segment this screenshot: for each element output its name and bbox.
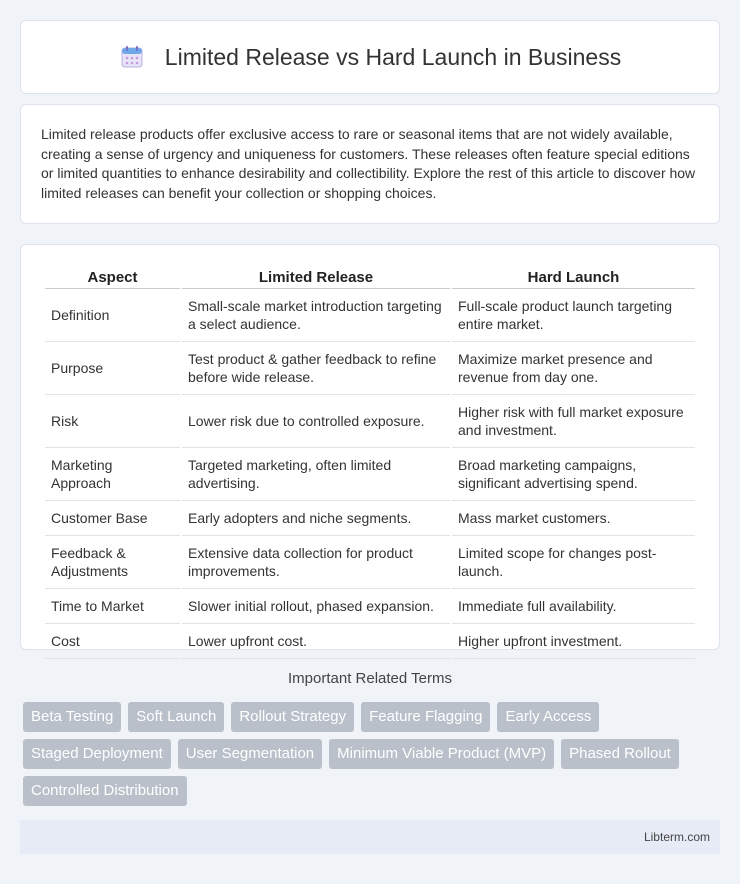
tag-phased-rollout[interactable]: Phased Rollout: [561, 739, 679, 769]
table-cell: Limited scope for changes post-launch.: [452, 536, 695, 589]
table-row: [45, 448, 695, 501]
table-cell: Small-scale market introduction targeting a select audience.: [182, 289, 450, 342]
table-row: [45, 395, 695, 448]
table-cell: Lower upfront cost.: [182, 624, 450, 659]
tag-feature-flagging[interactable]: Feature Flagging: [361, 702, 490, 732]
table-cell: Maximize market presence and revenue from day one.: [452, 342, 695, 395]
table-cell: Definition: [45, 289, 180, 342]
tag-beta-testing[interactable]: Beta Testing: [23, 702, 121, 732]
table-cell: Marketing Approach: [45, 448, 180, 501]
intro-paragraph: Limited release products offer exclusive access to rare or seasonal items that are not widely available, creating a sense of urgency and uniqueness for customers. These releases often feature special editions or limited quantities to enhance desirability and collectibility. Explore the rest of this article to discover how limited releases can benefit your collection or shopping choices.: [41, 126, 696, 201]
table-cell: Lower risk due to controlled exposure.: [182, 395, 450, 448]
table-row: [45, 536, 695, 589]
intro-card: [20, 104, 720, 224]
table-row: [45, 589, 695, 624]
comparison-table: [43, 265, 697, 659]
table-cell: Cost: [45, 624, 180, 659]
header-limited-release: Limited Release: [182, 265, 450, 289]
table-cell: Extensive data collection for product improvements.: [182, 536, 450, 589]
tag-soft-launch[interactable]: Soft Launch: [128, 702, 224, 732]
calendar-icon: [119, 44, 145, 70]
table-cell: Purpose: [45, 342, 180, 395]
table-cell: Higher risk with full market exposure and investment.: [452, 395, 695, 448]
comparison-table-card: [20, 244, 720, 650]
table-cell: Feedback & Adjustments: [45, 536, 180, 589]
table-header-row: [45, 265, 695, 289]
table-cell: Customer Base: [45, 501, 180, 536]
header-hard-launch: Hard Launch: [452, 265, 695, 289]
related-terms-tags: [23, 702, 723, 806]
table-cell: Time to Market: [45, 589, 180, 624]
tag-user-segmentation[interactable]: User Segmentation: [178, 739, 322, 769]
tag-mvp[interactable]: Minimum Viable Product (MVP): [329, 739, 554, 769]
tag-rollout-strategy[interactable]: Rollout Strategy: [231, 702, 354, 732]
tag-staged-deployment[interactable]: Staged Deployment: [23, 739, 171, 769]
title-card: [20, 20, 720, 94]
tag-controlled-distribution[interactable]: Controlled Distribution: [23, 776, 187, 806]
table-row: [45, 289, 695, 342]
table-cell: Mass market customers.: [452, 501, 695, 536]
tag-early-access[interactable]: Early Access: [497, 702, 599, 732]
table-cell: Higher upfront investment.: [452, 624, 695, 659]
page-title: Limited Release vs Hard Launch in Business: [164, 43, 622, 70]
related-terms-title: Important Related Terms: [288, 670, 452, 687]
table-cell: Slower initial rollout, phased expansion.: [182, 589, 450, 624]
table-row: [45, 624, 695, 659]
table-cell: Risk: [45, 395, 180, 448]
table-cell: Test product & gather feedback to refine before wide release.: [182, 342, 450, 395]
footer: [20, 820, 720, 854]
table-row: [45, 342, 695, 395]
title-wrap: [119, 44, 621, 71]
table-cell: Full-scale product launch targeting entire market.: [452, 289, 695, 342]
header-aspect: Aspect: [45, 265, 180, 289]
table-cell: Immediate full availability.: [452, 589, 695, 624]
table-cell: Broad marketing campaigns, significant advertising spend.: [452, 448, 695, 501]
table-cell: Early adopters and niche segments.: [182, 501, 450, 536]
footer-site-link[interactable]: Libterm.com: [643, 830, 710, 844]
table-cell: Targeted marketing, often limited advertising.: [182, 448, 450, 501]
table-row: [45, 501, 695, 536]
